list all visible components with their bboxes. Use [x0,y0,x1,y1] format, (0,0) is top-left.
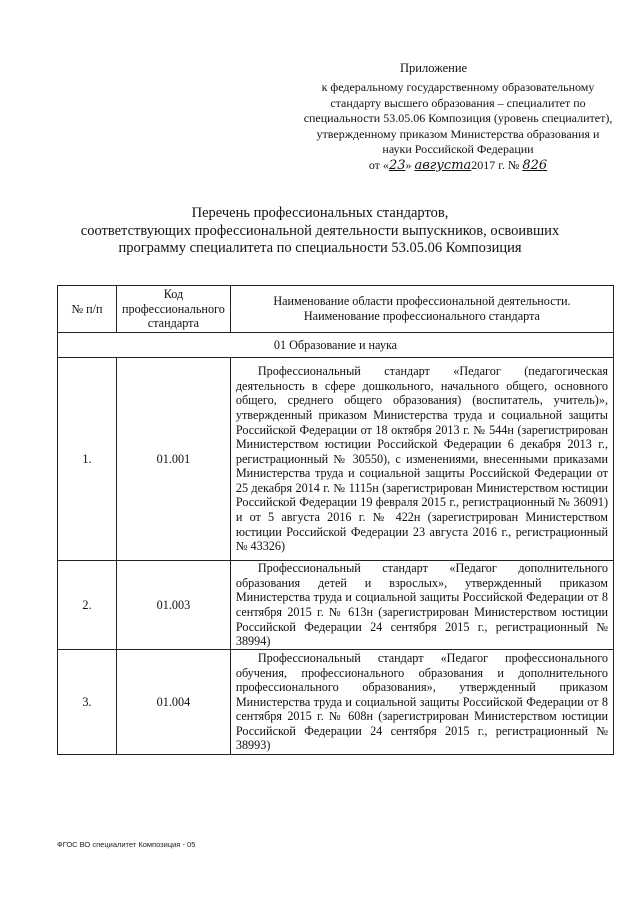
appendix-title: Приложение [400,61,468,75]
row-num: 3. [58,650,117,755]
date-year: 2017 г. № [471,157,520,172]
handwritten-order-number: 826 [522,157,548,173]
row-description: Профессиональный стандарт «Педагог (педагогическая деятельность в сфере дошкольного, начального общего, основного общего, среднего общего образования) (воспитатель, учитель)», утвержденный приказом Министерства труда и социальной защиты Российской Федерации от 18 октября 2013 г. № 544н (зарегистрирован Министерством юстиции Российской Федерации 6 декабря 2013 г., регистрационный № 30550), с изменениями, внесенными приказами Министерства труда и социальной защиты Российской Федерации от 25 декабря 2014 г. № 1115н (зарегистрирован Министерством юстиции Российской Федерации 19 февраля 2015 г., регистрационный № 36091) и от 5 августа 2016 г. № 422н (зарегистрирован Министерством юстиции Российской Федерации 23 августа 2016 г., регистрационный № 43326) [230,358,613,561]
row-num: 1. [58,358,117,561]
row-code: 01.003 [117,561,231,650]
handwritten-day: 23 [388,157,406,173]
table-row [58,561,614,650]
header-name: Наименование области профессиональной деятельности. Наименование профессионального стандарта [230,286,613,333]
date-mid: » [405,157,412,172]
header-num: № п/п [58,286,117,333]
heading-line-2: соответствующих профессиональной деятельности выпускников, освоивших [80,222,560,239]
section-row [58,333,614,358]
row-code: 01.004 [117,650,231,755]
table-header-row [58,286,614,333]
table-row [58,358,614,561]
appendix-block [302,80,614,174]
appendix-text: к федеральному государственному образовательному стандарту высшего образования – специалитет по специальности 53.05.06 Композиция (уровень специалитет), утвержденному приказом Министерства образования и науки Российской Федерации [303,80,613,157]
document-footer: ФГОС ВО специалитет Композиция - 05 [57,840,196,849]
row-num: 2. [58,561,117,650]
header-code: Код профессионального стандарта [117,286,231,333]
heading-line-1: Перечень профессиональных стандартов, [191,205,449,221]
document-heading [70,205,570,258]
row-description: Профессиональный стандарт «Педагог профессионального обучения, профессионального образования и дополнительного профессионального образования», утвержденный приказом Министерства труда и социальной защиты Российской Федерации от 8 сентября 2015 г. № 608н (зарегистрирован Министерством юстиции Российской Федерации 24 сентября 2015 г., регистрационный № 38993) [230,650,613,755]
handwritten-month: августа [414,157,472,173]
section-title: 01 Образование и наука [58,333,614,358]
appendix-date-line [302,158,614,174]
heading-line-3: программу специалитета по специальности 53.05.06 Композиция [118,240,522,256]
standards-table [57,285,614,755]
date-prefix: от « [368,157,389,172]
table-row [58,650,614,755]
row-code: 01.001 [117,358,231,561]
row-description: Профессиональный стандарт «Педагог дополнительного образования детей и взрослых», утвержденный приказом Министерства труда и социальной защиты Российской Федерации от 8 сентября 2015 г. № 613н (зарегистрирован Министерством юстиции Российской Федерации 24 сентября 2015 г., регистрационный № 38994) [230,561,613,650]
